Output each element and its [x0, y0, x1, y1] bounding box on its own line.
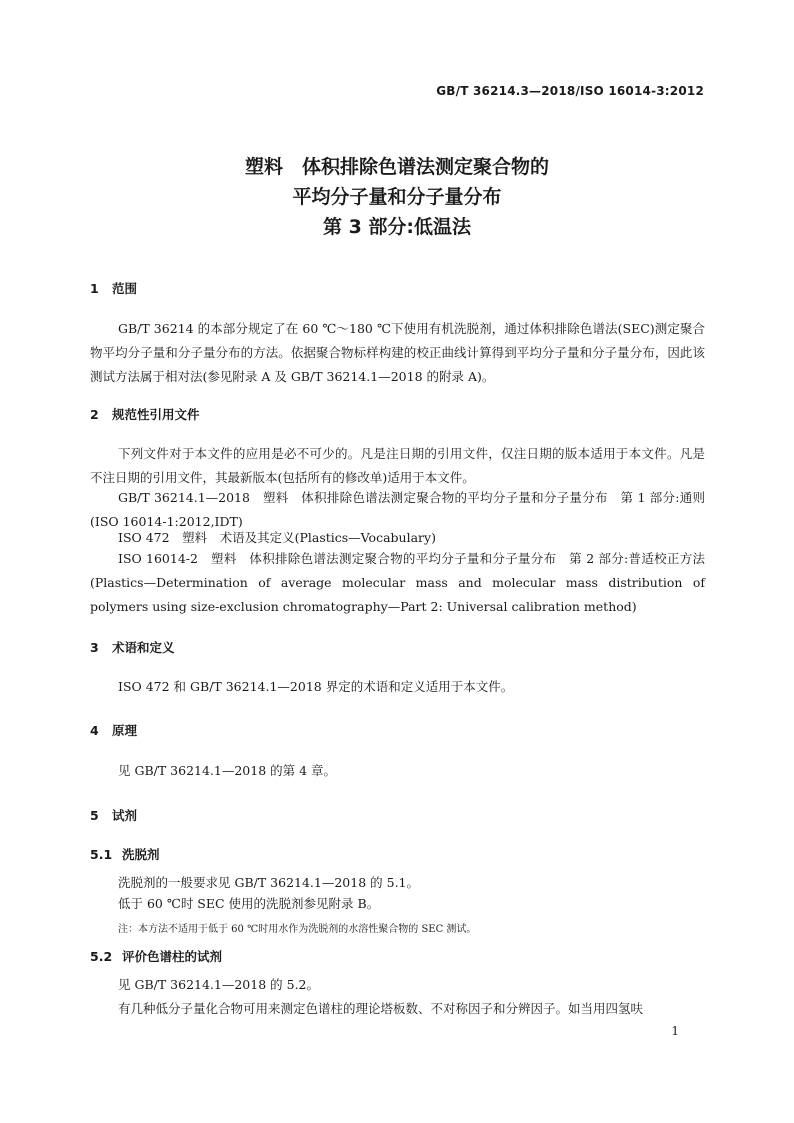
section-number: 2	[90, 407, 99, 422]
section-number: 3	[90, 640, 99, 655]
standard-code-header: GB/T 36214.3—2018/ISO 16014-3:2012	[436, 84, 704, 98]
section-number: 5.2	[90, 949, 113, 964]
note-text: 注：本方法不适用于低于 60 ℃时用水作为洗脱剂的水溶性聚合物的 SEC 测试。	[118, 924, 477, 935]
page-number: 1	[671, 1024, 679, 1038]
section-title: 试剂	[112, 808, 138, 823]
section-title: 评价色谱柱的试剂	[122, 949, 223, 964]
section-3-heading	[90, 638, 175, 656]
section-title: 规范性引用文件	[112, 407, 200, 422]
section-title: 术语和定义	[112, 640, 175, 655]
section-2-heading	[90, 405, 200, 423]
section-5-2-paragraph-2: 有几种低分子量化合物可用来测定色谱柱的理论塔板数、不对称因子和分辨因子。如当用四氢呋	[118, 1001, 644, 1016]
section-number: 5	[90, 808, 99, 823]
section-title: 范围	[112, 281, 138, 296]
normative-reference-2: ISO 472 塑料 术语及其定义(Plastics—Vocabulary)	[118, 530, 436, 545]
normative-reference-3: ISO 16014-2 塑料 体积排除色谱法测定聚合物的平均分子量和分子量分布 第 2 部分:普适校正方法(Plastics—Determination of average molecular mass and molecular mass distribution of polymers using size-exclusion chromatography—Part 2: Universal calibration method)	[90, 551, 705, 614]
section-4-heading	[90, 721, 137, 739]
section-1-heading	[90, 279, 137, 297]
section-4-paragraph: 见 GB/T 36214.1—2018 的第 4 章。	[118, 763, 337, 778]
document-title-line-1: 塑料 体积排除色谱法测定聚合物的	[244, 156, 549, 178]
section-number: 5.1	[90, 847, 113, 862]
section-5-1-paragraph-1: 洗脱剂的一般要求见 GB/T 36214.1—2018 的 5.1。	[118, 875, 419, 890]
section-number: 4	[90, 723, 99, 738]
section-5-2-heading	[90, 947, 222, 965]
section-5-1-paragraph-2: 低于 60 ℃时 SEC 使用的洗脱剂参见附录 B。	[118, 896, 380, 911]
section-title: 原理	[112, 723, 138, 738]
section-5-heading	[90, 806, 137, 824]
section-2-paragraph-1: 下列文件对于本文件的应用是必不可少的。凡是注日期的引用文件，仅注日期的版本适用于本文件。凡是不注日期的引用文件，其最新版本(包括所有的修改单)适用于本文件。	[90, 446, 705, 485]
document-title-line-2: 平均分子量和分子量分布	[292, 186, 502, 208]
section-1-paragraph: GB/T 36214 的本部分规定了在 60 ℃～180 ℃下使用有机洗脱剂，通过体积排除色谱法(SEC)测定聚合物平均分子量和分子量分布的方法。依据聚合物标样构建的校正曲线计算得到平均分子量和分子量分布，因此该测试方法属于相对法(参见附录 A 及 GB/T 36214.1—2018 的附录 A)。	[90, 321, 705, 384]
section-3-paragraph: ISO 472 和 GB/T 36214.1—2018 界定的术语和定义适用于本文件。	[118, 679, 514, 694]
section-5-2-paragraph-1: 见 GB/T 36214.1—2018 的 5.2。	[118, 977, 319, 992]
normative-reference-1: GB/T 36214.1—2018 塑料 体积排除色谱法测定聚合物的平均分子量和分子量分布 第 1 部分:通则(ISO 16014-1:2012,IDT)	[90, 490, 705, 529]
section-5-1-heading	[90, 845, 160, 863]
section-title: 洗脱剂	[122, 847, 160, 862]
section-number: 1	[90, 281, 99, 296]
document-title-line-3: 第 3 部分:低温法	[322, 216, 472, 238]
